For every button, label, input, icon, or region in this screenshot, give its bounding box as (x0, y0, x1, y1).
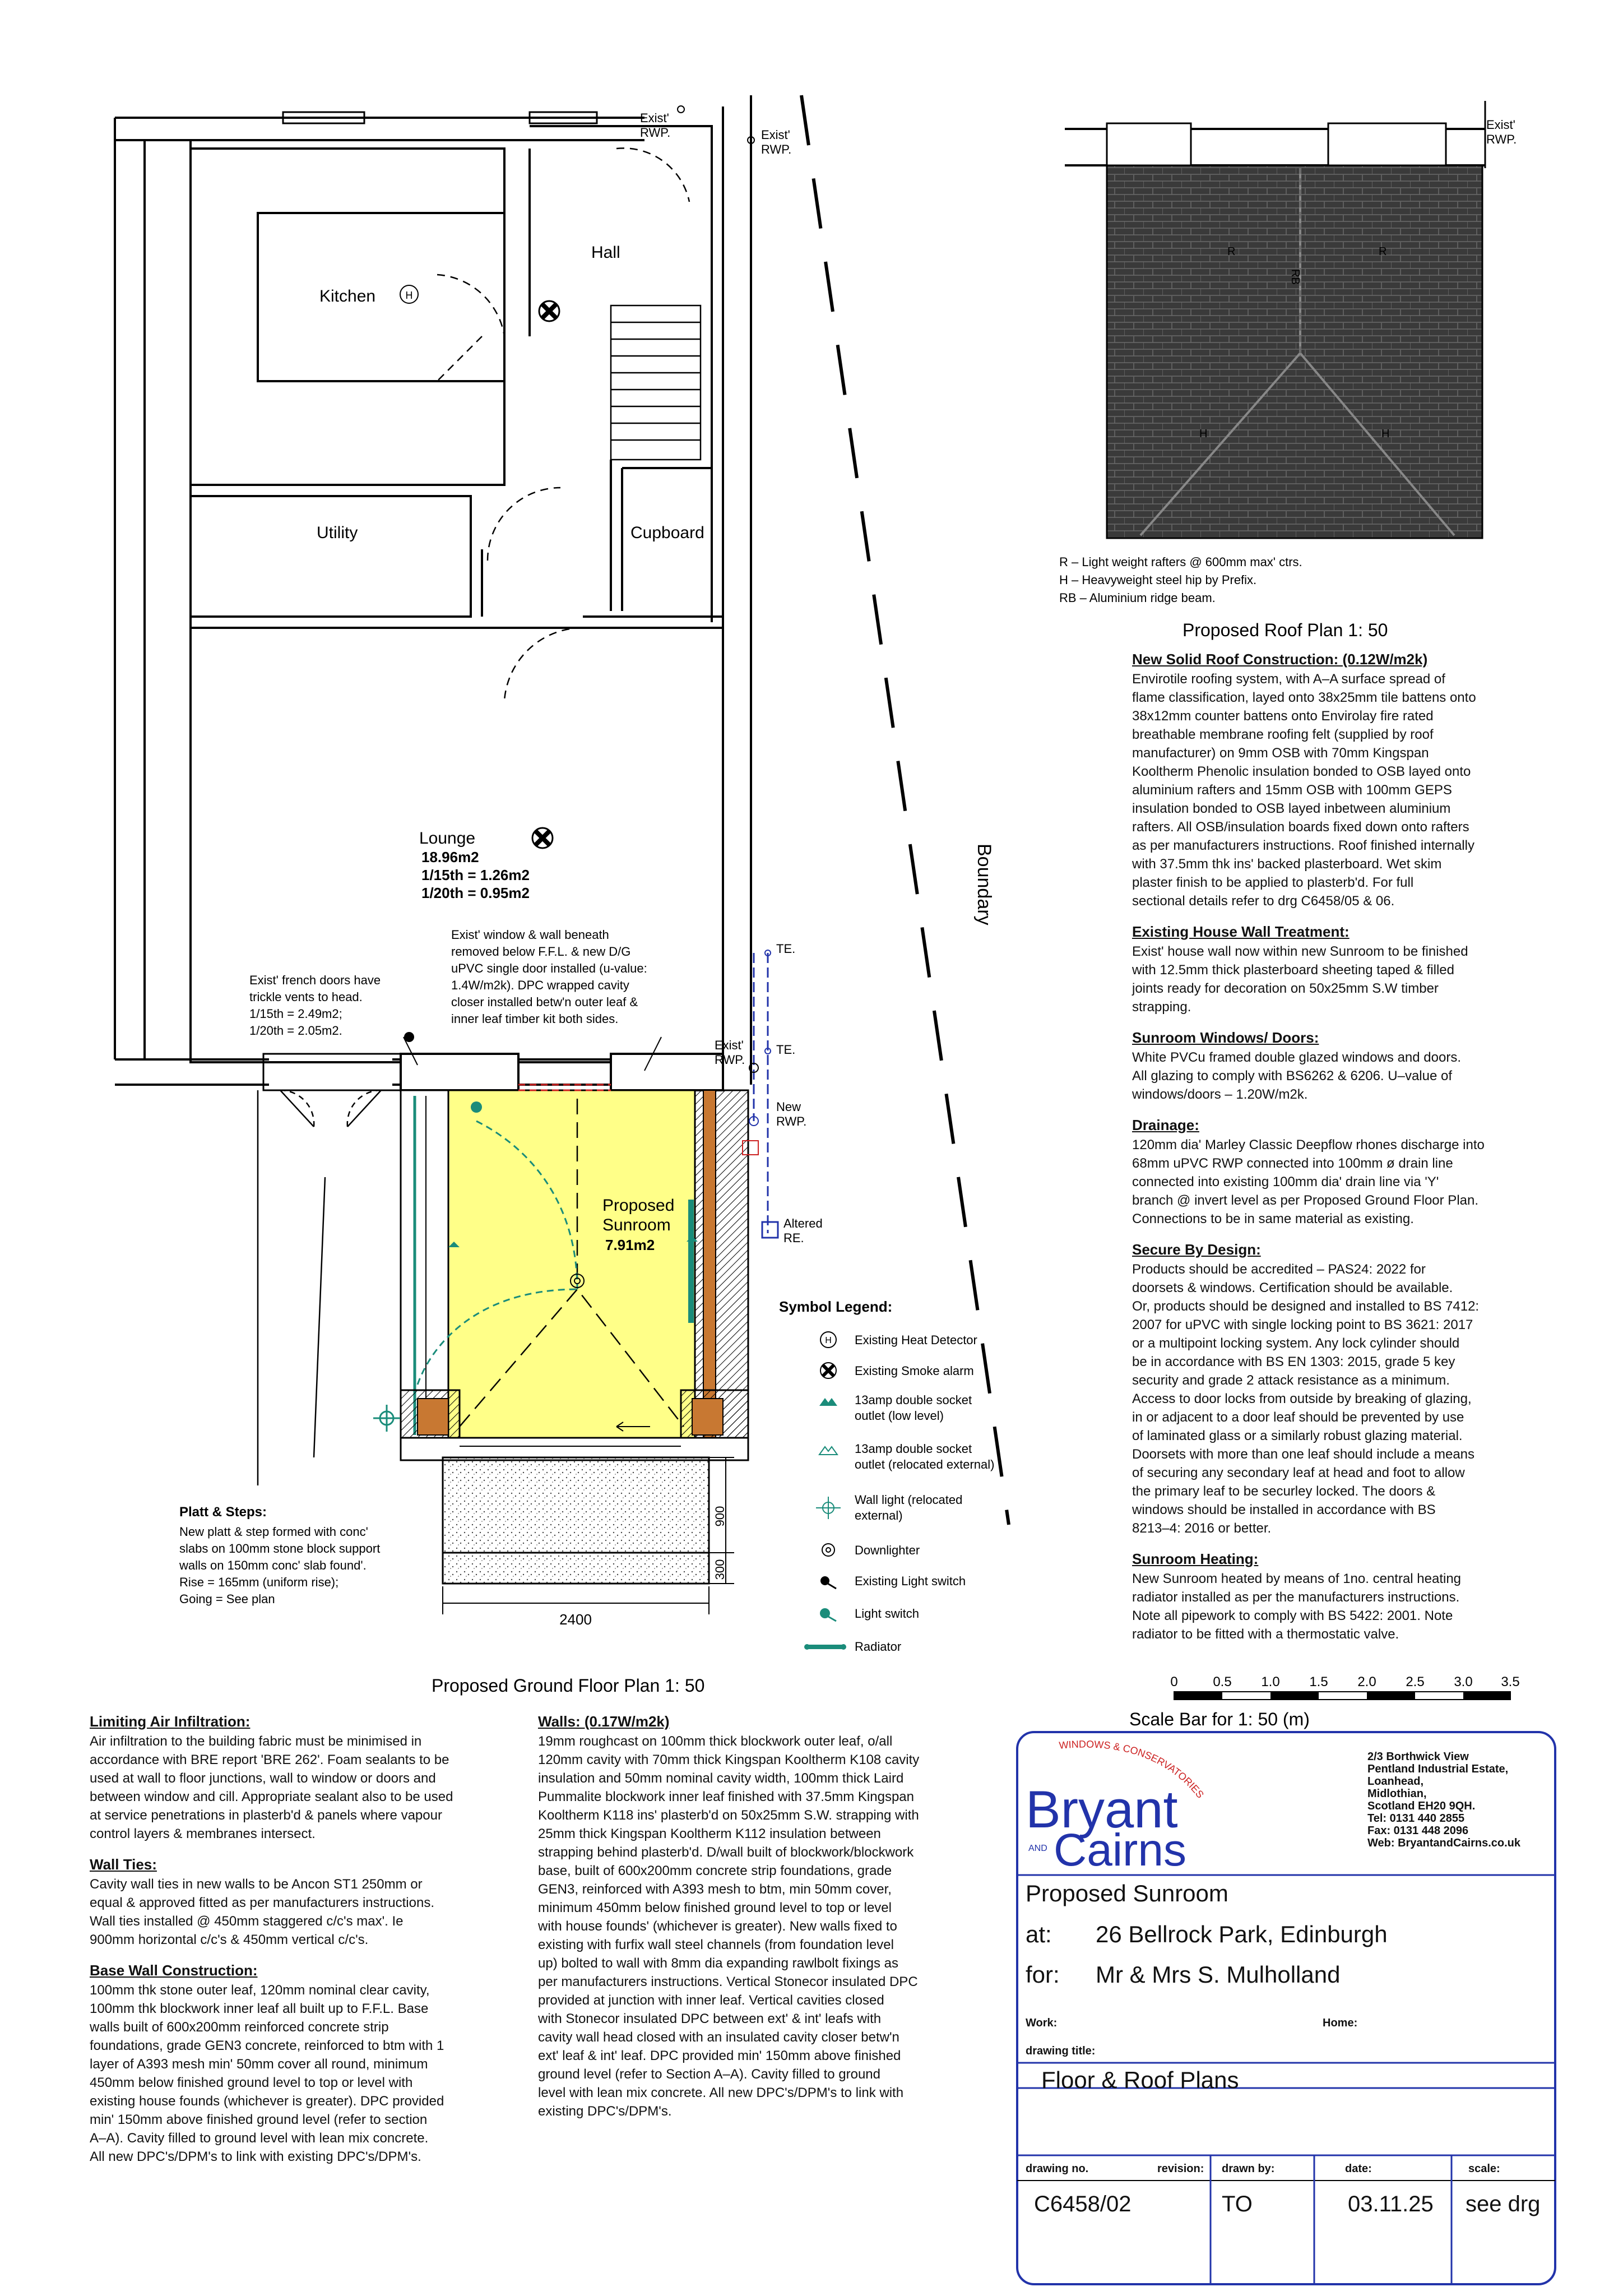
svg-text:Platt & Steps:: Platt & Steps: (179, 1505, 267, 1520)
note-line: 68mm uPVC RWP connected into 100mm ø drain line (1132, 1156, 1453, 1171)
note-line: All new DPC's/DPM's to link with existing DPC's/DPM's. (90, 2149, 421, 2164)
note-line: with 12.5mm thick plasterboard sheeting taped & filled (1132, 962, 1454, 978)
platt-and-steps (443, 1457, 734, 1614)
svg-text:Existing Smoke alarm: Existing Smoke alarm (855, 1364, 974, 1378)
spec-note-heading: Limiting Air Infiltration: (90, 1713, 251, 1730)
note-line: minimum 450mm below finished ground level to top or level (538, 1900, 892, 1915)
note-line: Exist' house wall now within new Sunroom to be finished (1132, 944, 1468, 959)
heat-detector-icon (400, 285, 418, 303)
svg-text:1/20th = 2.05m2.: 1/20th = 2.05m2. (249, 1024, 342, 1038)
note-line: Doorsets with more than one leaf should include a means (1132, 1447, 1475, 1462)
client-name: Mr & Mrs S. Mulholland (1096, 1961, 1341, 1988)
svg-text:Loanhead,: Loanhead, (1367, 1775, 1424, 1788)
svg-text:TE.: TE. (776, 1043, 796, 1057)
radiator-icon (688, 1200, 694, 1323)
svg-text:AND: AND (1028, 1844, 1047, 1853)
svg-text:Fax: 0131 448 2096: Fax: 0131 448 2096 (1367, 1825, 1469, 1837)
note-line: GEN3, reinforced with A393 mesh to btm, min 50mm cover, (538, 1882, 892, 1897)
note-line: All glazing to comply with BS6262 & 6206. U–value of (1132, 1068, 1452, 1084)
note-line: used at wall to floor junctions, wall to window or doors and (90, 1771, 436, 1786)
note-line: Wall ties installed @ 450mm staggered c/c's max'. Ie (90, 1914, 404, 1929)
note-line: manufacturer) on 9mm OSB with 70mm Kingspan (1132, 746, 1429, 761)
svg-text:Scotland EH20 9QH.: Scotland EH20 9QH. (1367, 1800, 1476, 1812)
note-line: Note all pipework to comply with BS 5422: 2001. Note (1132, 1608, 1453, 1623)
spec-note-body (538, 1732, 964, 2121)
legend-downlighter-icon (822, 1544, 834, 1556)
wall-light-icon (373, 1405, 400, 1432)
note-line: layer of A393 mesh min' 50mm cover all round, minimum (90, 2057, 428, 2072)
svg-text:900: 900 (713, 1506, 727, 1527)
note-line: 450mm below finished ground level to top or level with (90, 2075, 413, 2090)
site-address: 26 Bellrock Park, Edinburgh (1096, 1921, 1388, 1947)
sunroom-label-2: Sunroom (602, 1216, 671, 1234)
svg-text:Tel: 0131 440 2855: Tel: 0131 440 2855 (1367, 1812, 1465, 1825)
note-line: up) bolted to wall with 8mm dia expanding rawlbolt fixings as (538, 1956, 898, 1971)
spec-note-body (1132, 670, 1547, 910)
svg-text:0: 0 (1170, 1674, 1178, 1689)
note-line: Or, products should be designed and installed to BS 7412: (1132, 1299, 1480, 1314)
svg-text:H: H (405, 290, 413, 301)
note-line: New Sunroom heated by means of 1no. central heating (1132, 1571, 1462, 1586)
title-block (1017, 1732, 1555, 2284)
spec-note-body (1132, 1260, 1547, 1538)
svg-text:drawing title:: drawing title: (1026, 2045, 1096, 2057)
note-line: joints ready for decoration on 50x25mm S.W timber (1132, 981, 1439, 996)
roof-plan (1065, 101, 1485, 538)
svg-text:Wall light (relocated: Wall light (relocated (855, 1493, 963, 1507)
svg-text:Pentland Industrial Estate,: Pentland Industrial Estate, (1367, 1763, 1509, 1775)
svg-text:Altered: Altered (783, 1216, 823, 1230)
svg-text:R: R (1227, 246, 1236, 258)
note-line: windows should be installed in accordance with BS (1132, 1502, 1436, 1517)
svg-text:slabs on 100mm stone block sup: slabs on 100mm stone block support (179, 1542, 381, 1556)
svg-text:1.5: 1.5 (1309, 1674, 1328, 1689)
note-line: between window and cill. Appropriate sealant also to be used (90, 1789, 453, 1804)
note-line: breathable membrane roofing felt (supplied by roof (1132, 727, 1434, 742)
note-line: Air infiltration to the building fabric must be minimised in (90, 1734, 422, 1749)
note-line: as per manufacturers instructions. Roof finished internally (1132, 838, 1474, 853)
note-line: be in accordance with BS EN 1303: 2015, grade 5 key (1132, 1354, 1455, 1369)
legend-heat-detector-icon (820, 1332, 836, 1348)
roof-key (1059, 555, 1302, 605)
svg-text:2/3 Borthwick View: 2/3 Borthwick View (1367, 1751, 1469, 1763)
note-line: the primary leaf to be securley locked. The doors & (1132, 1484, 1436, 1499)
legend-radiator-icon (804, 1644, 846, 1650)
svg-text:outlet (low level): outlet (low level) (855, 1409, 944, 1423)
note-line: strapping behind plasterb'd. D/wall built of blockwork/blockwork (538, 1845, 914, 1860)
svg-text:13amp double socket: 13amp double socket (855, 1393, 972, 1407)
note-line: equal & approved fitted as per manufacturers instructions. (90, 1895, 434, 1910)
svg-text:Midlothian,: Midlothian, (1367, 1788, 1427, 1800)
svg-text:R: R (1379, 246, 1387, 258)
note-line: accordance with BRE report 'BRE 262'. Foam sealants to be (90, 1752, 449, 1767)
note-line: ground level (refer to Section A–A). Cavity filled to ground (538, 2067, 880, 2082)
room-cupboard: Cupboard (630, 524, 704, 542)
svg-text:3.0: 3.0 (1454, 1674, 1473, 1689)
note-line: in or adjacent to a door leaf should be prevented by use (1132, 1410, 1464, 1425)
svg-text:Light switch: Light switch (855, 1607, 919, 1621)
note-line: White PVCu framed double glazed windows and doors. (1132, 1050, 1461, 1065)
note-line: insulation and 50mm nominal cavity width, 100mm thick Laird (538, 1771, 904, 1786)
spec-note-heading: Base Wall Construction: (90, 1962, 258, 1979)
svg-text:2.5: 2.5 (1406, 1674, 1425, 1689)
drawn-by: TO (1222, 2192, 1253, 2216)
spec-note-body (90, 1732, 499, 1843)
svg-text:RB – Aluminium ridge beam.: RB – Aluminium ridge beam. (1059, 591, 1216, 605)
note-line: or a multipoint locking system. Any lock cylinder should (1132, 1336, 1460, 1351)
note-line: Products should be accredited – PAS24: 2022 for (1132, 1262, 1426, 1277)
note-line: radiator to be fitted with a thermostatic valve. (1132, 1627, 1399, 1642)
svg-text:Exist': Exist' (1486, 118, 1515, 132)
note-line: ext' leaf & int' leaf. DPC provided min' 150mm above finished (538, 2048, 901, 2063)
svg-text:New: New (776, 1100, 801, 1114)
spec-note-heading: Existing House Wall Treatment: (1132, 923, 1350, 940)
note-line: aluminium rafters and 15mm OSB with 100mm GEPS (1132, 783, 1452, 798)
note-line: Access to door locks from outside by breaking of glazing, (1132, 1391, 1472, 1406)
light-switch-icon (471, 1101, 482, 1113)
legend-smoke-alarm-icon (820, 1363, 836, 1378)
svg-text:2.0: 2.0 (1357, 1674, 1376, 1689)
svg-text:revision:: revision: (1157, 2163, 1204, 2175)
legend-double-socket-external-icon (819, 1447, 837, 1455)
spec-note-heading: New Solid Roof Construction: (0.12W/m2k) (1132, 651, 1428, 668)
svg-text:drawing no.: drawing no. (1026, 2163, 1089, 2175)
spec-note-body (90, 1981, 499, 2166)
note-line: min' 150mm above finished ground level (refer to section (90, 2112, 428, 2127)
spec-note-body (90, 1875, 499, 1949)
spec-note-body (1132, 1136, 1547, 1228)
note-line: Envirotile roofing system, with A–A surface spread of (1132, 672, 1445, 687)
svg-text:Exist': Exist' (715, 1038, 744, 1052)
svg-text:R – Light weight rafters @ 600: R – Light weight rafters @ 600mm max' ctrs. (1059, 555, 1302, 569)
altered-re-icon (762, 1222, 778, 1238)
svg-text:Exist': Exist' (640, 111, 669, 125)
svg-text:Home:: Home: (1323, 2017, 1358, 2029)
note-line: plaster finish to be applied to plasterb'd. For full (1132, 875, 1414, 890)
note-line: 900mm horizontal c/c's & 450mm vertical c/c's. (90, 1932, 369, 1947)
svg-text:2400: 2400 (559, 1611, 592, 1628)
svg-text:Radiator: Radiator (855, 1640, 902, 1654)
svg-text:1/15th = 2.49m2;: 1/15th = 2.49m2; (249, 1007, 342, 1021)
room-kitchen: Kitchen (319, 287, 376, 305)
svg-text:inner leaf timber kit both sid: inner leaf timber kit both sides. (451, 1012, 619, 1026)
spec-note-heading: Walls: (0.17W/m2k) (538, 1713, 670, 1730)
project-title: Proposed Sunroom (1026, 1880, 1228, 1906)
scale-bar (1129, 1674, 1520, 1729)
svg-text:Existing Light switch: Existing Light switch (855, 1574, 966, 1588)
svg-text:outlet (relocated external): outlet (relocated external) (855, 1457, 995, 1471)
drawing-scale: see drg (1466, 2192, 1541, 2216)
note-line: level with lean mix concrete. All new DPC's/DPM's to link with (538, 2085, 904, 2100)
roof-tiles (1107, 165, 1482, 538)
note-line: flame classification, layed onto 38x25mm tile battens onto (1132, 690, 1476, 705)
note-line: 120mm dia' Marley Classic Deepflow rhones discharge into (1132, 1137, 1485, 1152)
for-label: for: (1026, 1961, 1060, 1988)
svg-text:13amp double socket: 13amp double socket (855, 1442, 972, 1456)
svg-text:Cairns: Cairns (1054, 1825, 1186, 1876)
svg-text:Exist': Exist' (761, 128, 790, 142)
svg-text:Symbol Legend:: Symbol Legend: (779, 1298, 893, 1315)
note-line: base, built of 600x200mm concrete strip foundations, grade (538, 1863, 892, 1878)
note-line: existing DPC's/DPM's. (538, 2104, 672, 2119)
smoke-alarm-icon (539, 301, 559, 321)
svg-text:H – Heavyweight steel hip by P: H – Heavyweight steel hip by Prefix. (1059, 573, 1257, 587)
room-lounge: Lounge (419, 829, 476, 848)
svg-text:Exist' french doors have: Exist' french doors have (249, 973, 381, 987)
note-line: Pummalite blockwork inner leaf finished with 37.5mm Kingspan (538, 1789, 914, 1804)
legend-double-socket-low-icon (819, 1398, 837, 1406)
note-line: Connections to be in same material as existing. (1132, 1211, 1414, 1226)
note-line: control layers & membranes intersect. (90, 1826, 316, 1841)
svg-text:RWP.: RWP. (715, 1053, 745, 1067)
note-line: 25mm thick Kingspan Kooltherm K112 insulation between (538, 1826, 881, 1841)
legend-light-switch-icon (820, 1608, 836, 1621)
note-line: strapping. (1132, 999, 1191, 1015)
note-line: per manufacturers instructions. Vertical Stonecor insulated DPC (538, 1974, 918, 1989)
svg-text:drawn by:: drawn by: (1222, 2163, 1275, 2175)
lounge-area: 18.96m2 (421, 849, 479, 865)
svg-text:Going = See plan: Going = See plan (179, 1592, 275, 1606)
drawing-title: Floor & Roof Plans (1041, 2067, 1239, 2093)
svg-text:scale:: scale: (1468, 2163, 1500, 2175)
sunroom-label-1: Proposed (602, 1196, 675, 1215)
sunroom-floor (448, 1090, 695, 1438)
note-line: of securing any secondary leaf at head and foot to allow (1132, 1465, 1465, 1480)
note-line: provided at junction with inner leaf. Vertical cavities closed (538, 1993, 884, 2008)
svg-text:trickle vents to head.: trickle vents to head. (249, 990, 363, 1004)
note-line: radiator installed as per the manufacturers instructions. (1132, 1590, 1460, 1605)
ground-plan-title: Proposed Ground Floor Plan 1: 50 (432, 1675, 705, 1696)
note-line: insulation bonded to OSB layed inbetween aluminium (1132, 801, 1451, 816)
svg-text:external): external) (855, 1508, 903, 1522)
note-line: 100mm thk blockwork inner leaf all built up to F.F.L. Base (90, 2001, 429, 2016)
svg-text:date:: date: (1345, 2163, 1372, 2175)
note-line: A–A). Cavity filled to ground level with lean mix concrete. (90, 2131, 429, 2146)
svg-text:RWP.: RWP. (776, 1114, 807, 1128)
note-line: at service penetrations in plasterb'd & panels where vapour (90, 1808, 442, 1823)
svg-text:Web: BryantandCairns.co.uk: Web: BryantandCairns.co.uk (1367, 1837, 1521, 1849)
spec-note-heading: Wall Ties: (90, 1856, 157, 1873)
note-line: Kooltherm K118 ins' plasterb'd on 50x25mm S.W. strapping with (538, 1808, 919, 1823)
note-line: existing house founds (whichever is greater). DPC provided (90, 2094, 444, 2109)
note-line: existing with furfix wall steel channels (from foundation level (538, 1937, 894, 1952)
symbol-legend (779, 1298, 994, 1654)
note-line: 19mm roughcast on 100mm thick blockwork outer leaf, o/all (538, 1734, 893, 1749)
svg-text:Work:: Work: (1026, 2017, 1058, 2029)
note-line: doorsets & windows. Certification should be available. (1132, 1280, 1453, 1295)
svg-text:1.0: 1.0 (1261, 1674, 1280, 1689)
svg-text:H: H (1199, 428, 1208, 440)
lounge-ratio-20: 1/20th = 0.95m2 (421, 885, 530, 901)
note-line: Cavity wall ties in new walls to be Ancon ST1 250mm or (90, 1877, 423, 1892)
svg-text:1.4W/m2k). DPC wrapped cavity: 1.4W/m2k). DPC wrapped cavity (451, 978, 629, 992)
svg-text:H: H (1381, 428, 1390, 440)
svg-text:closer installed betw'n outer: closer installed betw'n outer leaf & (451, 995, 638, 1009)
note-line: 2007 for uPVC with single locking point to BS 3621: 2017 (1132, 1317, 1473, 1332)
note-line: 100mm thk stone outer leaf, 120mm nominal clear cavity, (90, 1983, 430, 1998)
note-line: 8213–4: 2016 or better. (1132, 1521, 1272, 1536)
legend-existing-light-switch-icon (820, 1576, 836, 1589)
drawing-number: C6458/02 (1034, 2192, 1132, 2216)
legend-wall-light-icon (816, 1497, 841, 1519)
svg-text:Existing Heat Detector: Existing Heat Detector (855, 1333, 977, 1347)
svg-text:300: 300 (713, 1559, 727, 1580)
sunroom-plan (373, 1032, 748, 1460)
note-line: with Stonecor insulated DPC between ext' & int' leafs with (538, 2011, 882, 2026)
note-line: with 37.5mm thk ins' backed plasterboard. Wet skim (1132, 857, 1442, 872)
note-line: foundations, grade GEN3 concrete, reinforced to btm with 1 (90, 2038, 444, 2053)
walls-spec-notes (538, 1712, 964, 2133)
room-utility: Utility (317, 524, 358, 542)
svg-text:Rise = 165mm (uniform rise);: Rise = 165mm (uniform rise); (179, 1575, 339, 1589)
svg-text:WINDOWS & CONSERVATORIES: WINDOWS & CONSERVATORIES (1058, 1738, 1207, 1800)
svg-text:RE.: RE. (783, 1231, 804, 1245)
svg-text:RWP.: RWP. (761, 142, 792, 156)
note-line: sectional details refer to drg C6458/05 & 06. (1132, 894, 1395, 909)
spec-note-heading: Sunroom Heating: (1132, 1550, 1259, 1567)
note-line: walls built of 600x200mm reinforced concrete strip (90, 2020, 389, 2035)
note-line: of laminated glass or a similarly robust glazing material. (1132, 1428, 1463, 1443)
svg-text:Exist' window & wall beneath: Exist' window & wall beneath (451, 928, 609, 942)
svg-text:RWP.: RWP. (1486, 132, 1517, 146)
sunroom-area: 7.91m2 (605, 1237, 655, 1253)
note-line: windows/doors – 1.20W/m2k. (1132, 1087, 1308, 1102)
note-line: Kooltherm Phenolic insulation bonded to OSB layed onto (1132, 764, 1471, 779)
svg-text:Bryant: Bryant (1026, 1780, 1178, 1839)
note-line: with house founds' (whichever is greater). New walls fixed to (538, 1919, 897, 1934)
lounge-ratio-15: 1/15th = 1.26m2 (421, 867, 530, 883)
spec-note-heading: Drainage: (1132, 1117, 1199, 1133)
svg-text:Scale Bar for 1: 50 (m): Scale Bar for 1: 50 (m) (1129, 1709, 1310, 1729)
svg-text:RWP.: RWP. (640, 126, 671, 140)
boundary-label: Boundary (973, 844, 995, 925)
svg-text:3.5: 3.5 (1501, 1674, 1520, 1689)
spec-note-heading: Sunroom Windows/ Doors: (1132, 1029, 1319, 1046)
note-line: 120mm cavity with 70mm thick Kingspan Kooltherm K108 cavity (538, 1752, 920, 1767)
spec-note-body (1132, 1048, 1547, 1104)
spec-note-heading: Secure By Design: (1132, 1241, 1261, 1258)
note-line: 38x12mm counter battens onto Envirolay fire rated (1132, 709, 1434, 724)
svg-text:H: H (825, 1336, 832, 1345)
svg-text:Downlighter: Downlighter (855, 1543, 920, 1557)
note-line: rafters. All OSB/insulation boards fixed down onto rafters (1132, 820, 1469, 835)
svg-text:0.5: 0.5 (1213, 1674, 1232, 1689)
note-line: branch @ invert level as per Proposed Ground Floor Plan. (1132, 1193, 1479, 1208)
smoke-alarm-icon (532, 828, 553, 848)
spec-note-body (1132, 1570, 1547, 1644)
room-hall: Hall (591, 243, 620, 262)
svg-text:RB: RB (1289, 269, 1301, 285)
svg-text:removed below F.F.L. & new D/G: removed below F.F.L. & new D/G (451, 945, 631, 959)
spec-note-body (1132, 942, 1547, 1016)
note-line: cavity wall head closed with an insulated cavity closer betw'n (538, 2030, 899, 2045)
svg-text:walls on 150mm conc' slab foun: walls on 150mm conc' slab found'. (179, 1558, 367, 1572)
note-line: connected into existing 100mm dia' drain line via 'Y' (1132, 1174, 1439, 1189)
svg-text:TE.: TE. (776, 942, 796, 956)
svg-text:New platt & step formed with c: New platt & step formed with conc' (179, 1525, 368, 1539)
at-label: at: (1026, 1921, 1052, 1947)
roof-spec-notes (1132, 650, 1547, 1656)
note-line: security and grade 2 attack resistance as a minimum. (1132, 1373, 1450, 1388)
svg-text:uPVC single door installed (u-: uPVC single door installed (u-value: (451, 961, 647, 975)
roof-plan-title: Proposed Roof Plan 1: 50 (1183, 620, 1388, 640)
left-spec-notes (90, 1712, 499, 2178)
drawing-date: 03.11.25 (1348, 2192, 1434, 2216)
